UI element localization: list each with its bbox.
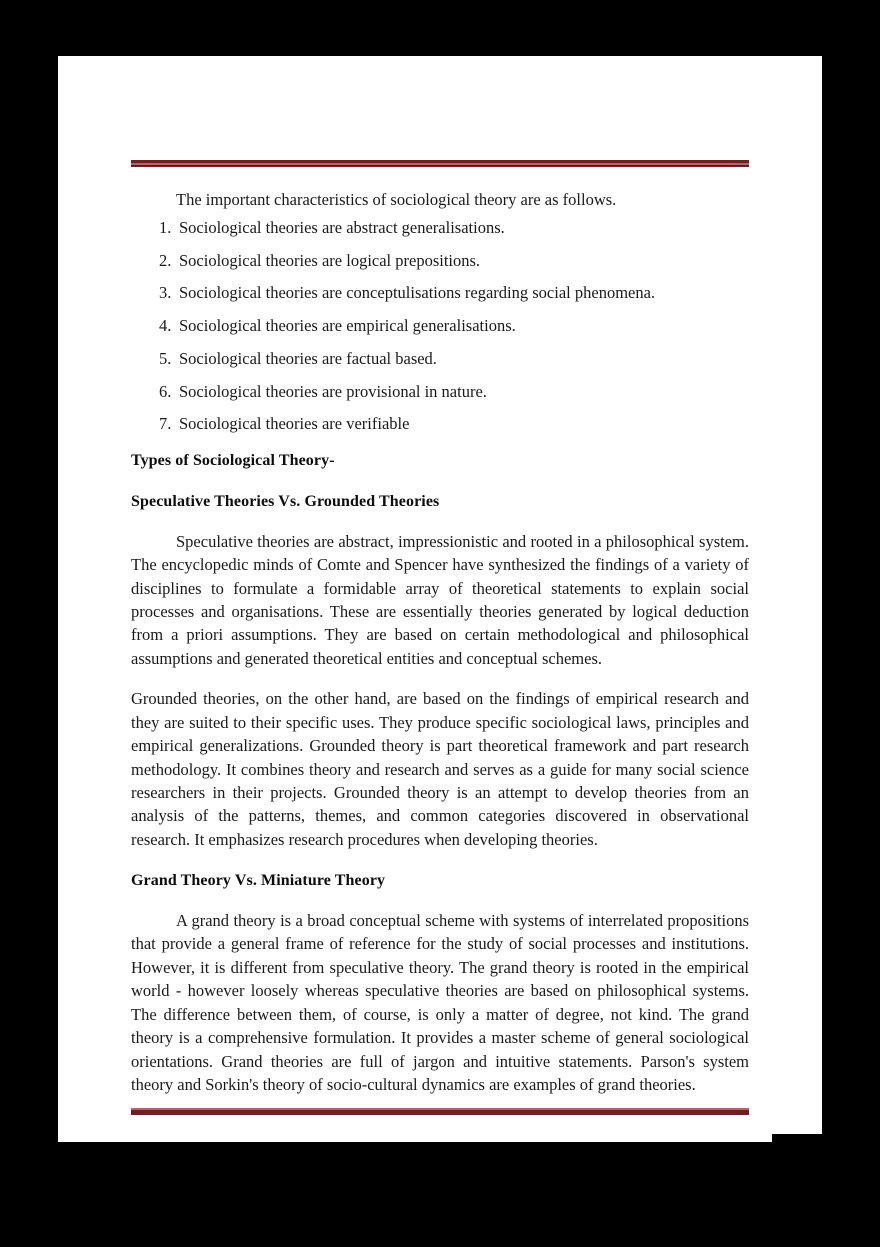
list-item: Sociological theories are abstract generalisations.: [179, 217, 505, 237]
heading-grand-vs-miniature: Grand Theory Vs. Miniature Theory: [131, 872, 386, 890]
list-item: Sociological theories are conceptulisations regarding social phenomena.: [179, 283, 656, 303]
document-content: [131, 160, 749, 1115]
page-corner-notch: [772, 1134, 822, 1142]
bottom-divider-rule: [131, 1108, 749, 1115]
spacer-before-bottom-rule: [131, 1096, 749, 1108]
list-item: Sociological theories are logical prepositions.: [179, 250, 481, 270]
spacer-after-top-rule: [131, 167, 749, 189]
paragraph-grand-theory: A grand theory is a broad conceptual scheme with systems of interrelated propositions that provide a general frame of reference for the study of social processes and institutions. However, it is different from speculative theory. The grand theory is rooted in the empirical world - however loosely whereas speculative theories are based on philosophical systems. The difference between them, of course, is only a matter of degree, not kind. The grand theory is a comprehensive formulation. It provides a master scheme of general sociological orientations. Grand theories are full of jargon and intuitive statements. Parson's system theory and Sorkin's theory of socio-cultural dynamics are examples of grand theories.: [131, 911, 749, 1094]
list-item: Sociological theories are provisional in nature.: [179, 381, 487, 401]
heading-types-of-sociological-theory: Types of Sociological Theory-: [131, 452, 335, 470]
document-page: [58, 56, 822, 1142]
list-item: Sociological theories are verifiable: [179, 414, 410, 434]
paragraph-grounded-theories: Grounded theories, on the other hand, are based on the findings of empirical research and they are suited to their specific uses. They produce specific sociological laws, principles and empirical generalizations. Grounded theory is part theoretical framework and part research methodology. It combines theory and research and serves as a guide for many social science researchers in their projects. Grounded theory is an attempt to develop theories from an analysis of the patterns, themes, and common categories discovered in observational research. It emphasizes research procedures when developing theories.: [131, 689, 749, 849]
intro-paragraph: The important characteristics of sociological theory are as follows.: [176, 190, 617, 209]
top-divider-rule: [131, 160, 749, 167]
heading-speculative-vs-grounded: Speculative Theories Vs. Grounded Theories: [131, 492, 440, 510]
list-item: Sociological theories are factual based.: [179, 348, 437, 368]
list-item: Sociological theories are empirical generalisations.: [179, 316, 516, 336]
characteristics-list: [131, 217, 749, 435]
paragraph-speculative-theories: Speculative theories are abstract, impressionistic and rooted in a philosophical system. The encyclopedic minds of Comte and Spencer have synthesized the findings of a variety of disciplines to formulate a formidable array of theoretical statements to explain social processes and organisations. These are essentially theories generated by logical deduction from a priori assumptions. They are based on certain methodological and philosophical assumptions and generated theoretical entities and conceptual schemes.: [131, 531, 749, 668]
